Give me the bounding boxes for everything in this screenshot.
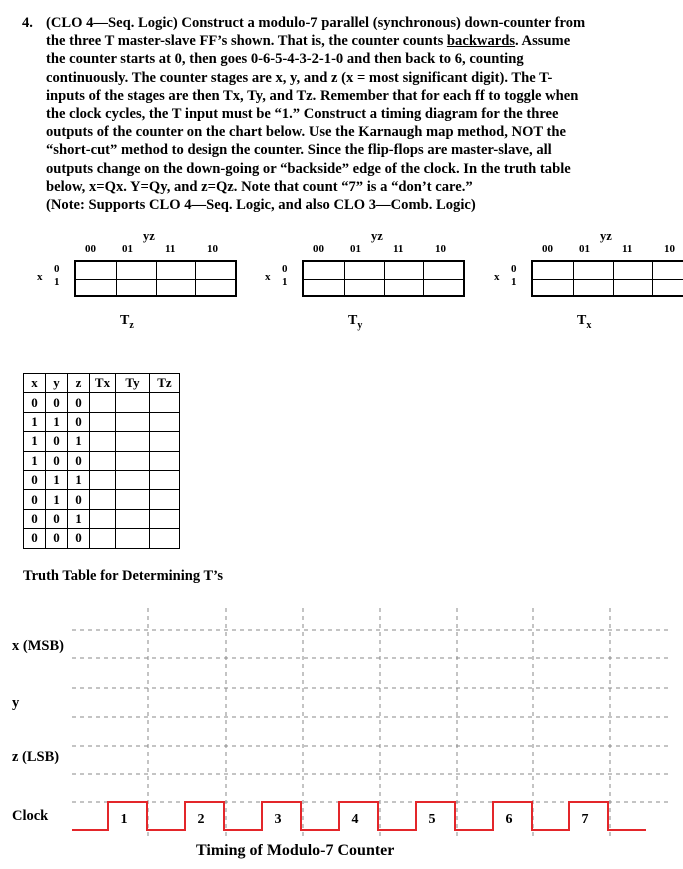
tt-state-cell: 0 (68, 412, 90, 431)
tt-state-cell: 1 (46, 412, 68, 431)
kmap-x-label: x (265, 271, 271, 283)
tt-header-tz: Tz (150, 374, 180, 393)
tt-header-tx: Tx (90, 374, 116, 393)
tt-state-cell: 0 (24, 529, 46, 548)
kmap-col-label: 10 (435, 243, 446, 255)
tt-state-cell: 1 (68, 432, 90, 451)
kmap-row-label: 1 (54, 276, 60, 288)
kmap-col-label: 11 (393, 243, 404, 255)
tt-state-cell: 0 (68, 393, 90, 412)
tt-header-ty: Ty (116, 374, 150, 393)
tt-state-cell: 1 (24, 451, 46, 470)
clock-waveform (72, 802, 646, 830)
problem-line: the counter starts at 0, then goes 0-6-5-4-3-2-1-0 and then back to 6, counting (46, 51, 524, 68)
kmap-col-label: 01 (122, 243, 133, 255)
tt-state-cell: 1 (68, 509, 90, 528)
truth-table-caption: Truth Table for Determining T’s (23, 568, 224, 584)
kmap-col-label: 01 (350, 243, 361, 255)
kmap-row-label: 1 (282, 276, 288, 288)
kmap-row-label: 0 (511, 263, 517, 275)
tt-state-cell: 1 (24, 412, 46, 431)
timing-caption: Timing of Modulo-7 Counter (196, 842, 395, 859)
problem-line: outputs of the counter on the chart below. Use the Karnaugh map method, NOT the (46, 124, 566, 141)
clock-cycle-number: 6 (505, 812, 513, 827)
problem-number: 4. (22, 15, 33, 31)
kmap-title: $T_y$ (348, 313, 363, 331)
tt-state-cell: 0 (24, 490, 46, 509)
tt-state-cell: 0 (68, 529, 90, 548)
tt-header-x: x (24, 374, 46, 393)
signal-label-z: z (LSB) (12, 749, 60, 765)
kmap-col-label: 00 (313, 243, 324, 255)
signal-label-x: x (MSB) (12, 638, 64, 654)
tt-state-cell: 1 (68, 470, 90, 489)
kmap-col-label: 01 (579, 243, 590, 255)
clock-cycle-number: 3 (274, 812, 282, 827)
problem-line: outputs change on the down-going or “backside” edge of the clock. In the truth table (46, 160, 571, 177)
kmap-row-label: 1 (511, 276, 517, 288)
tt-state-cell: 0 (46, 509, 68, 528)
clock-cycle-number: 5 (428, 812, 436, 827)
problem-line: below, x=Qx. Y=Qy, and z=Qz. Note that count “7” is a “don’t care.” (46, 178, 473, 195)
problem-line: (CLO 4—Seq. Logic) Construct a modulo-7 parallel (synchronous) down-counter from (46, 15, 586, 31)
kmap-title: $T_z$ (120, 313, 134, 331)
problem-line: inputs of the stages are then Tx, Ty, and Tz. Remember that for each ff to toggle when (46, 87, 579, 104)
clock-cycle-number: 2 (197, 812, 205, 827)
kmap-x-label: x (494, 271, 500, 283)
kmap-col-label: 11 (165, 243, 176, 255)
kmap-col-label: 00 (542, 243, 553, 255)
problem-line: continuously. The counter stages are x, y, and z (x = most significant digit). The T- (46, 69, 553, 86)
kmap-x-label: x (37, 271, 43, 283)
underlined-word: backwards (446, 33, 516, 50)
kmap-col-label: 00 (85, 243, 96, 255)
tt-state-cell: 0 (46, 393, 68, 412)
problem-line: the clock cycles, the T input must be “1.” Construct a timing diagram for the three (46, 106, 559, 123)
tt-state-cell: 0 (46, 451, 68, 470)
tt-state-cell: 0 (46, 529, 68, 548)
problem-line: “short-cut” method to design the counter. Since the flip-flops are master-slave, all (46, 142, 552, 159)
kmap-title: $T_x$ (577, 313, 592, 331)
tt-state-cell: 1 (46, 470, 68, 489)
tt-state-cell: 0 (68, 451, 90, 470)
signal-label-clock: Clock (12, 808, 49, 824)
kmap-col-label: 10 (664, 243, 675, 255)
tt-state-cell: 0 (46, 432, 68, 451)
tt-state-cell: 0 (68, 490, 90, 509)
clock-cycle-number: 1 (120, 812, 128, 827)
tt-state-cell: 0 (24, 509, 46, 528)
tt-state-cell: 1 (46, 490, 68, 509)
signal-label-y: y (12, 695, 20, 711)
kmap-yz-label: yz (371, 229, 383, 243)
tt-state-cell: 1 (24, 432, 46, 451)
tt-state-cell: 0 (24, 470, 46, 489)
clock-cycle-number: 4 (351, 812, 359, 827)
kmap-yz-label: yz (600, 229, 612, 243)
tt-header-z: z (68, 374, 90, 393)
tt-state-cell: 0 (24, 393, 46, 412)
kmap-col-label: 10 (207, 243, 218, 255)
problem-line: the three T master-slave FF’s shown. That is, the counter counts backwards. Assume (46, 33, 571, 50)
kmap-yz-label: yz (143, 229, 155, 243)
kmap-row-label: 0 (282, 263, 288, 275)
kmap-col-label: 11 (622, 243, 633, 255)
kmap-row-label: 0 (54, 263, 60, 275)
problem-line: (Note: Supports CLO 4—Seq. Logic, and also CLO 3—Comb. Logic) (46, 197, 476, 214)
tt-header-y: y (46, 374, 68, 393)
clock-cycle-number: 7 (581, 812, 589, 827)
